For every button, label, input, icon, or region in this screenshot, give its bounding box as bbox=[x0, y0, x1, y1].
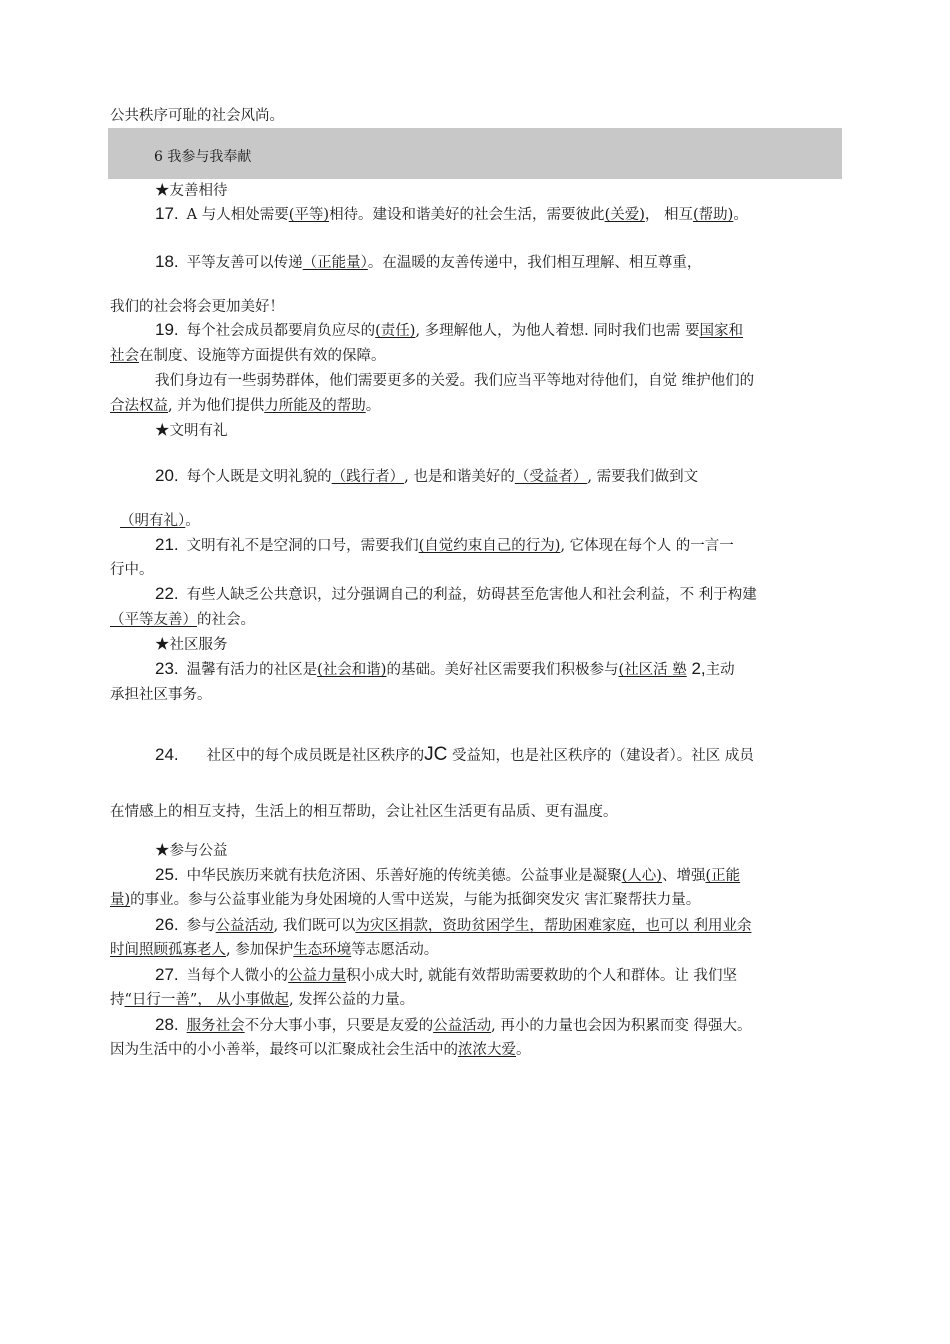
answer-blank: 为灾区捐款，资助贫困学生，帮助困难家庭，也可以 利用业余 bbox=[355, 918, 752, 934]
answer-blank: (社区活 塾 bbox=[618, 662, 687, 678]
answer-blank: 合法权益 bbox=[110, 398, 168, 414]
item-text: 社区中的每个成员既是社区秩序的 bbox=[206, 748, 425, 764]
item-number: 21. bbox=[155, 535, 179, 554]
item-text: 平等友善可以传递 bbox=[186, 255, 303, 271]
item-19-cont bbox=[110, 346, 386, 366]
item-18 bbox=[155, 252, 701, 273]
answer-blank: （明有礼） bbox=[120, 513, 186, 529]
section-title: 6 我参与我奉献 bbox=[154, 149, 252, 165]
item-text: , 参加保护 bbox=[226, 942, 294, 958]
item-23-cont: 承担社区事务。 bbox=[110, 687, 212, 703]
item-text: 持 bbox=[110, 992, 125, 1008]
item-text: ， 相互 bbox=[644, 207, 693, 223]
answer-blank: (帮助) bbox=[693, 207, 734, 223]
item-27 bbox=[155, 965, 737, 986]
heading-friendly: ★友善相待 bbox=[155, 183, 228, 199]
item-24-cont: 在情感上的相互支持，生活上的相互帮助，会让社区生活更有品质、更有温度。 bbox=[110, 804, 618, 820]
answer-blank: (责任) bbox=[375, 323, 416, 339]
item-text: 每个人既是文明礼貌的 bbox=[186, 469, 332, 485]
item-text: 。 bbox=[185, 513, 200, 529]
item-number: 26. bbox=[155, 915, 179, 934]
answer-blank: (正能 bbox=[705, 868, 741, 884]
item-text: 中华民族历来就有扶危济困、乐善好施的传统美德。公益事业是凝聚 bbox=[186, 868, 622, 884]
item-text: 。 bbox=[733, 207, 748, 223]
item-text: 积小成大时, 就能有效帮助需要救助的个人和群体。让 我们坚 bbox=[346, 968, 737, 984]
answer-blank: 力所能及的帮助 bbox=[264, 398, 366, 414]
item-28 bbox=[155, 1015, 751, 1036]
item-25 bbox=[155, 865, 740, 886]
answer-blank: 国家和 bbox=[699, 323, 744, 339]
item-text: , 再小的力量也会因为积累而变 得强大。 bbox=[491, 1018, 752, 1034]
item-number: 17. bbox=[155, 204, 179, 223]
item-25-cont bbox=[110, 890, 700, 910]
answer-blank: (自觉约束自己的行为) bbox=[418, 538, 561, 554]
answer-blank: （践行者） bbox=[331, 469, 405, 485]
answer-blank: (人心) bbox=[621, 868, 662, 884]
item-27-cont bbox=[110, 990, 414, 1010]
item-19 bbox=[155, 320, 743, 341]
item-text: 受益知，也是社区秩序的（建设者）。社区 成员 bbox=[447, 748, 754, 764]
answer-blank: “日行一善”， 从小事做起 bbox=[124, 992, 289, 1008]
item-number: 19. bbox=[155, 320, 179, 339]
item-number: 25. bbox=[155, 865, 179, 884]
answer-blank: 公益力量 bbox=[288, 968, 347, 984]
item-text: 在制度、设施等方面提供有效的保障。 bbox=[139, 348, 386, 364]
item-text: , 它体现在每个人 的一言一 bbox=[560, 538, 734, 554]
item-text: 不分大事小事，只要是友爱的 bbox=[244, 1018, 434, 1034]
item-text: 因为生活中的小小善举，最终可以汇聚成社会生活中的 bbox=[110, 1042, 458, 1058]
item-18-cont: 我们的社会将会更加美好！ bbox=[110, 299, 284, 315]
item-text: 当每个人微小的 bbox=[186, 968, 289, 984]
item-text: 、增强 bbox=[661, 868, 706, 884]
item-text: 文明有礼不是空洞的口号，需要我们 bbox=[186, 538, 419, 554]
item-text: 2, bbox=[686, 659, 706, 678]
item-text: , 需要我们做到文 bbox=[587, 469, 699, 485]
item-text: 温馨有活力的社区是 bbox=[186, 662, 318, 678]
heading-community: ★社区服务 bbox=[155, 637, 228, 653]
item-text: , 也是和谐美好的 bbox=[404, 469, 515, 485]
item-text: 等志愿活动。 bbox=[351, 942, 439, 958]
item-19-para-cont bbox=[110, 396, 380, 416]
item-text: 主动 bbox=[705, 662, 735, 678]
item-text: 的事业。参与公益事业能为身处困境的人雪中送炭，与能为抵御突发灾 害汇聚帮扶力量。 bbox=[130, 892, 701, 908]
answer-blank: 浓浓大爱 bbox=[458, 1042, 516, 1058]
item-text: 的基础。美好社区需要我们积极参与 bbox=[386, 662, 619, 678]
item-23 bbox=[155, 659, 735, 680]
answer-blank: (关爱) bbox=[604, 207, 645, 223]
item-text: 。在温暖的友善传递中，我们相互理解、相互尊重， bbox=[367, 255, 702, 271]
item-22 bbox=[155, 584, 757, 605]
item-number: 22. bbox=[155, 584, 179, 603]
answer-blank: (平等) bbox=[288, 207, 330, 223]
section-banner bbox=[108, 128, 842, 179]
item-text: , 发挥公益的力量。 bbox=[288, 992, 415, 1008]
answer-blank: 公益活动 bbox=[215, 918, 274, 934]
item-number: 23. bbox=[155, 659, 179, 678]
item-20-cont bbox=[120, 511, 200, 531]
item-19-para: 我们身边有一些弱势群体，他们需要更多的关爱。我们应当平等地对待他们，自觉 维护他们的 bbox=[155, 373, 755, 389]
answer-blank: （平等友善） bbox=[110, 612, 197, 628]
answer-blank: 生态环境 bbox=[293, 942, 352, 958]
item-text: A 与人相处需要 bbox=[186, 207, 289, 223]
continued-text: 公共秩序可耻的社会风尚。 bbox=[110, 108, 284, 124]
item-text: JC bbox=[424, 744, 448, 765]
item-26-cont bbox=[110, 940, 438, 960]
item-text: , 并为他们提供 bbox=[168, 398, 265, 414]
item-text: 每个社会成员都要肩负应尽的 bbox=[186, 323, 376, 339]
item-21 bbox=[155, 535, 734, 556]
answer-blank: 服务社会 bbox=[186, 1018, 245, 1034]
answer-blank: (社会和谐) bbox=[317, 662, 387, 678]
item-22-cont bbox=[110, 610, 255, 630]
item-text: , 我们既可以 bbox=[273, 918, 356, 934]
item-number: 27. bbox=[155, 965, 179, 984]
heading-civil: ★文明有礼 bbox=[155, 423, 228, 439]
item-text: , 多理解他人，为他人着想. 同时我们也需 要 bbox=[415, 323, 700, 339]
item-26 bbox=[155, 915, 751, 936]
item-number: 20. bbox=[155, 466, 179, 485]
heading-public: ★参与公益 bbox=[155, 843, 228, 859]
answer-blank: 时间照顾孤寡老人 bbox=[110, 942, 226, 958]
item-number: 28. bbox=[155, 1015, 179, 1034]
item-17 bbox=[155, 204, 748, 225]
item-number: 18. bbox=[155, 252, 179, 271]
item-text: 有些人缺乏公共意识，过分强调自己的利益，妨碍甚至危害他人和社会利益，不 利于构建 bbox=[186, 587, 757, 603]
item-text: 。 bbox=[516, 1042, 531, 1058]
item-21-cont: 行中。 bbox=[110, 562, 154, 578]
item-28-cont bbox=[110, 1040, 531, 1060]
item-20 bbox=[155, 466, 698, 487]
answer-blank: （正能量） bbox=[302, 255, 368, 271]
item-text: 。 bbox=[365, 398, 381, 414]
answer-blank: 社会 bbox=[110, 348, 139, 364]
answer-blank: 公益活动 bbox=[433, 1018, 492, 1034]
answer-blank: 量) bbox=[110, 892, 131, 908]
item-text: 参与 bbox=[186, 918, 216, 934]
item-number: 24. bbox=[155, 745, 179, 764]
item-text: 的社会。 bbox=[197, 612, 255, 628]
answer-blank: （受益者） bbox=[514, 469, 588, 485]
item-text: 相待。建设和谐美好的社会生活，需要彼此 bbox=[329, 207, 605, 223]
item-24 bbox=[155, 745, 754, 766]
